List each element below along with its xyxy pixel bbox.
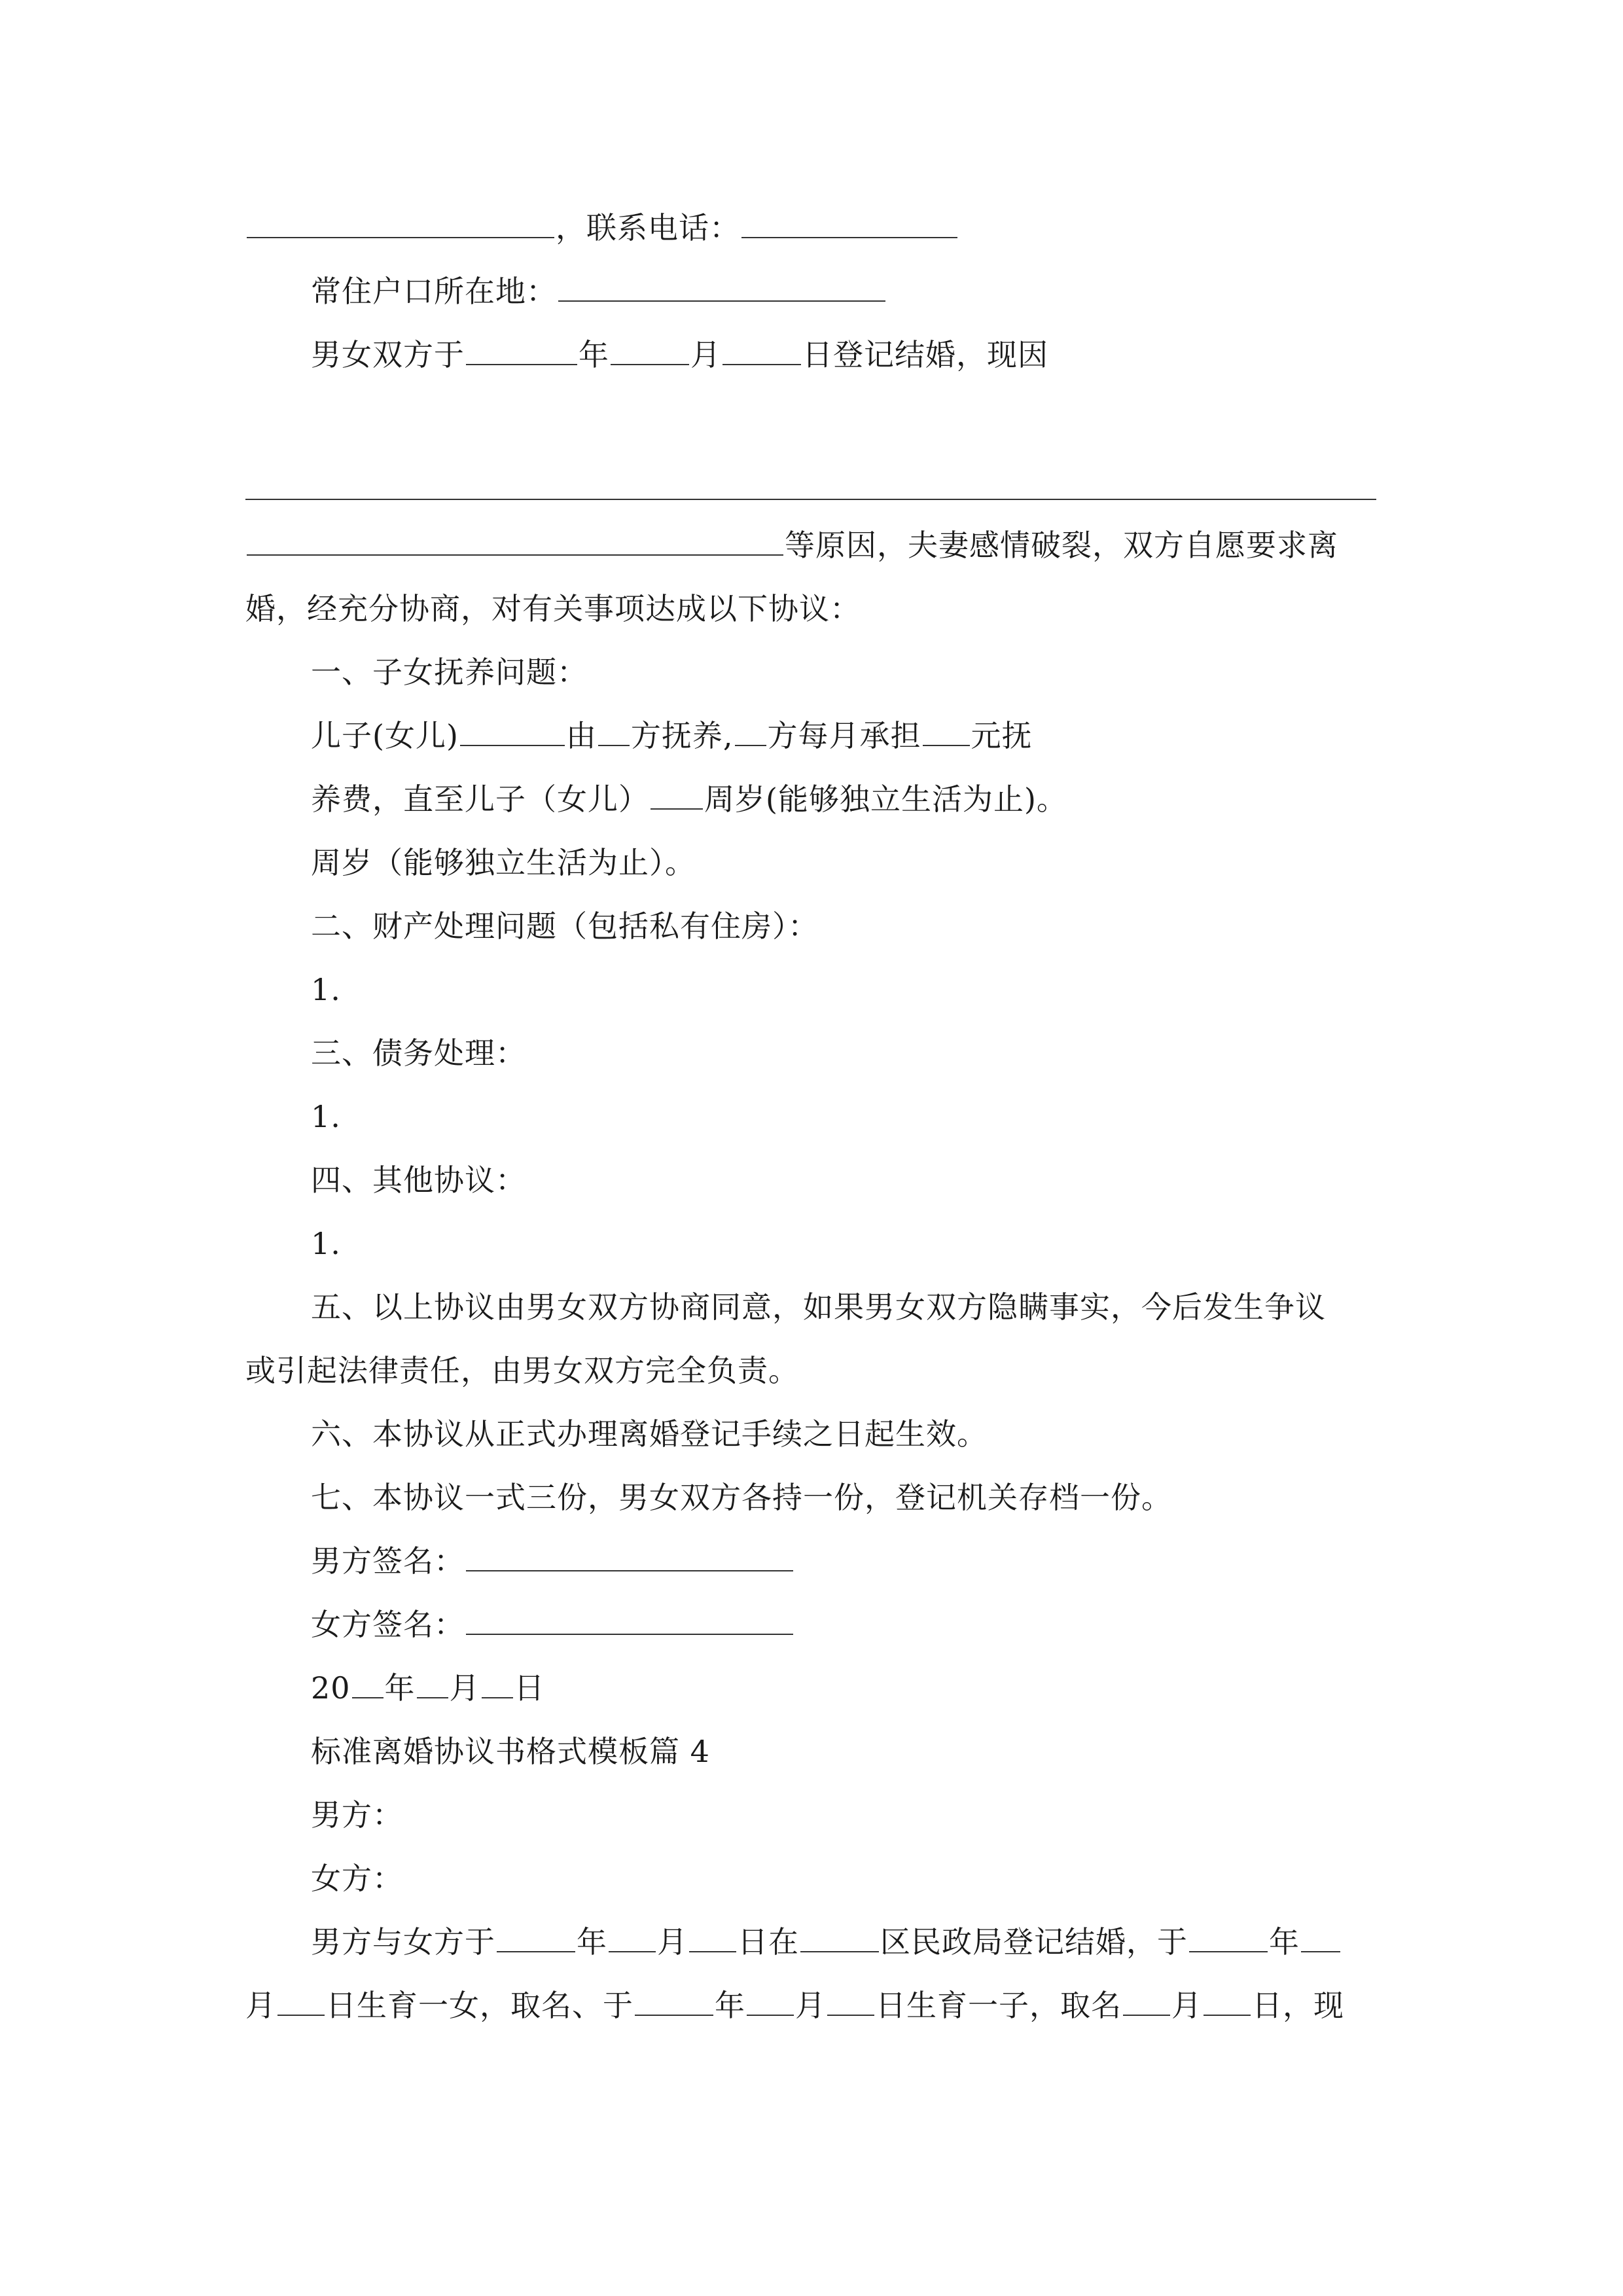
section1-title: 一、子女抚养问题： [311, 655, 588, 690]
marriage-line [311, 335, 1048, 374]
last1-blank-1 [497, 1922, 575, 1952]
s1-text-d: 方每月承担 [767, 718, 921, 753]
s1-text-e: 元抚 [971, 718, 1033, 753]
section1-line1 [311, 716, 1033, 755]
s1-l2-text-b: 周岁(能够独立生活为止)。 [704, 781, 1067, 817]
female-signature-line [311, 1605, 794, 1644]
last2-a: 月 [245, 1988, 276, 2023]
contact-line [245, 208, 959, 247]
section4-title: 四、其他协议： [311, 1162, 526, 1198]
s1-blank-3 [735, 716, 766, 746]
date-year-blank [352, 1668, 383, 1698]
date-year-label: 年 [384, 1670, 416, 1706]
last1-d: 日在 [738, 1924, 799, 1960]
section1-line2 [311, 780, 1067, 819]
residence-label: 常住户口所在地： [311, 274, 557, 309]
female-party: 女方： [311, 1861, 403, 1896]
section1-line3: 周岁（能够独立生活为止）。 [311, 845, 696, 880]
section2-item: 1. [311, 972, 341, 1007]
section5-line2: 或引起法律责任，由男女双方完全负责。 [245, 1353, 799, 1388]
agreement-intro: 婚，经充分协商，对有关事项达成以下协议： [245, 591, 861, 626]
year-blank [466, 335, 577, 365]
last1-blank-6 [1301, 1922, 1340, 1952]
last2-g: 日，现 [1252, 1988, 1344, 2023]
last2-blank-3 [747, 1986, 794, 2016]
s1-blank-4 [923, 716, 970, 746]
name-blank [247, 208, 554, 238]
last1-blank-5 [1189, 1922, 1268, 1952]
date-century: 20 [311, 1670, 351, 1706]
last1-e: 区民政局登记结婚，于 [880, 1924, 1188, 1960]
last-line1 [311, 1922, 1342, 1962]
s1-l2-text-a: 养费，直至儿子（女儿） [311, 781, 649, 817]
marriage-text-d: 日登记结婚，现因 [802, 337, 1048, 372]
section2-title: 二、财产处理问题（包括私有住房）： [311, 908, 819, 944]
section6: 六、本协议从正式办理离婚登记手续之日起生效。 [311, 1416, 988, 1452]
reason-rule [245, 499, 1376, 500]
last2-b: 日生育一女，取名、于 [326, 1988, 633, 2023]
section7: 七、本协议一式三份，男女双方各持一份，登记机关存档一份。 [311, 1480, 1172, 1515]
section3-title: 三、债务处理： [311, 1035, 526, 1071]
last1-c: 月 [657, 1924, 688, 1960]
residence-line [311, 272, 887, 311]
male-signature-blank [466, 1541, 793, 1571]
last2-c: 年 [715, 1988, 745, 2023]
template-heading: 标准离婚协议书格式模板篇 4 [311, 1734, 710, 1769]
s1-text-a: 儿子(女儿) [311, 718, 459, 753]
phone-blank [741, 208, 957, 238]
reason-line [245, 526, 1338, 565]
marriage-text-a: 男女双方于 [311, 337, 465, 372]
last2-blank-4 [827, 1986, 874, 2016]
last2-blank-1 [277, 1986, 325, 2016]
last2-blank-2 [635, 1986, 713, 2016]
s1-blank-1 [460, 716, 565, 746]
last-line2 [245, 1986, 1344, 2025]
reason-text: 等原因，夫妻感情破裂，双方自愿要求离 [785, 528, 1338, 563]
contact-phone-label: ，联系电话： [556, 210, 740, 245]
male-party: 男方： [311, 1797, 403, 1833]
section3-item: 1. [311, 1099, 341, 1134]
last1-blank-2 [609, 1922, 656, 1952]
date-month-blank [417, 1668, 448, 1698]
s1-blank-2 [598, 716, 630, 746]
marriage-text-c: 月 [690, 337, 721, 372]
marriage-text-b: 年 [579, 337, 609, 372]
last2-blank-5 [1123, 1986, 1170, 2016]
last1-blank-3 [689, 1922, 736, 1952]
day-blank [722, 335, 801, 365]
section4-item: 1. [311, 1226, 341, 1261]
last2-d: 月 [795, 1988, 826, 2023]
last1-b: 年 [577, 1924, 607, 1960]
s1-text-c: 方抚养, [630, 718, 734, 753]
last1-a: 男方与女方于 [311, 1924, 495, 1960]
male-signature-line [311, 1541, 794, 1581]
last2-f: 月 [1171, 1988, 1202, 2023]
s1-l2-blank [651, 780, 703, 810]
last1-blank-4 [800, 1922, 879, 1952]
date-day-label: 日 [514, 1670, 545, 1706]
female-signature-blank [466, 1605, 793, 1635]
last1-f: 年 [1269, 1924, 1300, 1960]
male-signature-label: 男方签名： [311, 1543, 465, 1579]
date-line [311, 1668, 545, 1708]
reason-blank [247, 526, 783, 556]
last2-e: 日生育一子，取名 [876, 1988, 1122, 2023]
residence-blank [558, 272, 885, 302]
s1-text-b: 由 [565, 718, 597, 753]
female-signature-label: 女方签名： [311, 1607, 465, 1642]
last2-blank-6 [1204, 1986, 1251, 2016]
date-day-blank [482, 1668, 513, 1698]
section5-line1: 五、以上协议由男女双方协商同意，如果男女双方隐瞒事实，今后发生争议 [311, 1289, 1326, 1325]
month-blank [611, 335, 689, 365]
date-month-label: 月 [449, 1670, 480, 1706]
